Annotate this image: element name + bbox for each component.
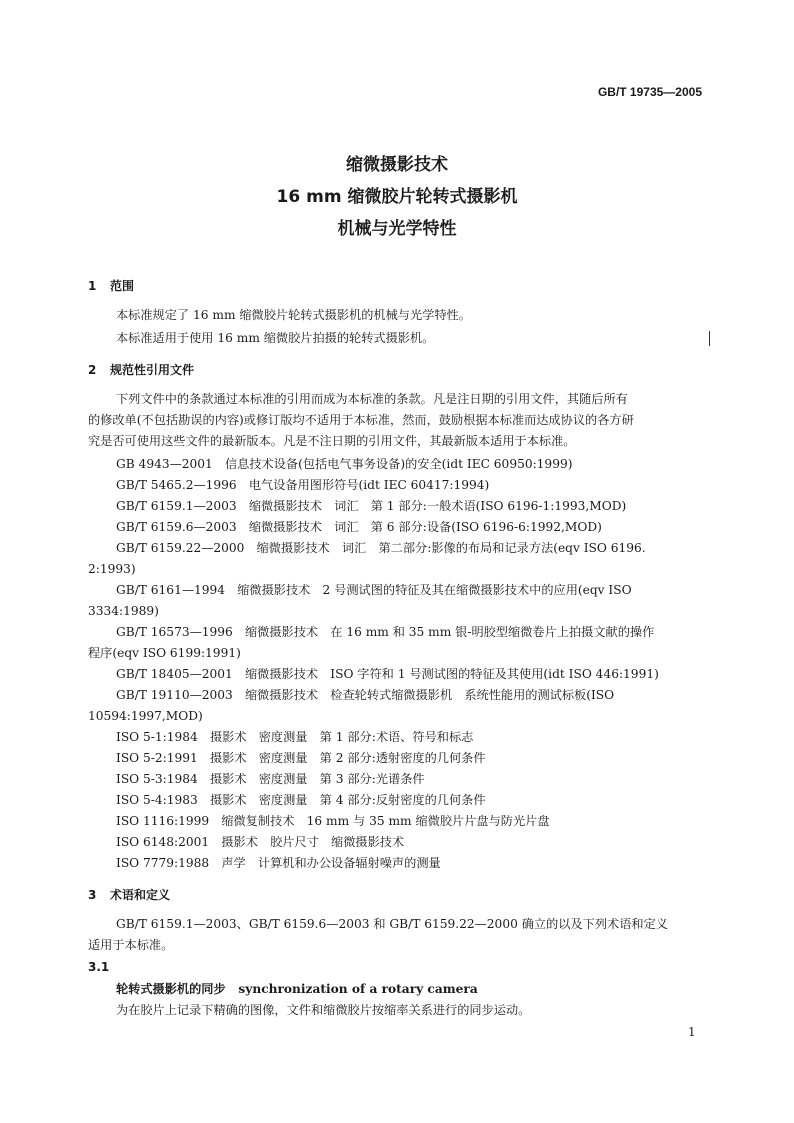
title-line-1: 缩微摄影技术: [346, 155, 448, 175]
section-2-heading: [88, 361, 194, 378]
term-heading: [116, 980, 478, 997]
section-title: 术语和定义: [110, 888, 171, 902]
terms-intro-line: 适用于本标准。: [88, 938, 174, 952]
scope-paragraph-1: 本标准规定了 16 mm 缩微胶片轮转式摄影机的机械与光学特性。: [116, 308, 471, 322]
title-line-3: 机械与光学特性: [337, 219, 457, 239]
change-bar: [709, 331, 710, 346]
terms-intro-line: GB/T 6159.1—2003、GB/T 6159.6—2003 和 GB/T 6159.22—2000 确立的以及下列术语和定义: [116, 917, 668, 931]
normative-intro-line: 下列文件中的条款通过本标准的引用而成为本标准的条款。凡是注日期的引用文件，其随后所有: [116, 392, 628, 406]
reference-item: ISO 1116:1999 缩微复制技术 16 mm 与 35 mm 缩微胶片片盘与防光片盘: [116, 814, 550, 828]
reference-item: GB/T 6159.6—2003 缩微摄影技术 词汇 第 6 部分:设备(ISO 6196-6:1992,MOD): [116, 520, 602, 534]
scope-paragraph-2: 本标准适用于使用 16 mm 缩微胶片拍摄的轮转式摄影机。: [116, 331, 435, 345]
reference-item: ISO 7779:1988 声学 计算机和办公设备辐射噪声的测量: [116, 856, 441, 870]
term-chinese: 轮转式摄影机的同步: [116, 982, 226, 996]
reference-item: GB/T 18405—2001 缩微摄影技术 ISO 字符和 1 号测试图的特征及其使用(idt ISO 446:1991): [116, 667, 659, 681]
reference-item: GB/T 6159.1—2003 缩微摄影技术 词汇 第 1 部分:一般术语(ISO 6196-1:1993,MOD): [116, 499, 627, 513]
normative-intro-line: 的修改单(不包括勘误的内容)或修订版均不适用于本标准，然而，鼓励根据本标准而达成协议的各方研: [88, 413, 634, 427]
reference-item-continued: 10594:1997,MOD): [88, 709, 203, 723]
reference-item: ISO 5-2:1991 摄影术 密度测量 第 2 部分:透射密度的几何条件: [116, 751, 486, 765]
section-title: 规范性引用文件: [110, 363, 195, 377]
reference-item: GB/T 16573—1996 缩微摄影技术 在 16 mm 和 35 mm 银-明胶型缩微卷片上拍摄文献的操作: [116, 625, 655, 639]
term-english: synchronization of a rotary camera: [238, 982, 478, 996]
reference-item: GB/T 5465.2—1996 电气设备用图形符号(idt IEC 60417:1994): [116, 478, 490, 492]
reference-item: GB 4943—2001 信息技术设备(包括电气事务设备)的安全(idt IEC 60950:1999): [116, 457, 573, 471]
section-number: 1: [88, 279, 97, 293]
reference-item: GB/T 6159.22—2000 缩微摄影技术 词汇 第二部分:影像的布局和记录方法(eqv ISO 6196.: [116, 541, 646, 555]
reference-item: ISO 5-1:1984 摄影术 密度测量 第 1 部分:术语、符号和标志: [116, 730, 474, 744]
reference-item-continued: 3334:1989): [88, 604, 159, 618]
section-number: 2: [88, 363, 97, 377]
term-definition: 为在胶片上记录下精确的图像，文件和缩微胶片按缩率关系进行的同步运动。: [116, 1003, 531, 1017]
reference-item: ISO 5-4:1983 摄影术 密度测量 第 4 部分:反射密度的几何条件: [116, 793, 486, 807]
subclause-number: 3.1: [88, 960, 110, 974]
normative-intro-line: 究是否可使用这些文件的最新版本。凡是不注日期的引用文件，其最新版本适用于本标准。: [88, 434, 576, 448]
reference-item: GB/T 6161—1994 缩微摄影技术 2 号测试图的特征及其在缩微摄影技术中的应用(eqv ISO: [116, 583, 632, 597]
reference-item: ISO 6148:2001 摄影术 胶片尺寸 缩微摄影技术: [116, 835, 405, 849]
standard-code: GB/T 19735—2005: [597, 85, 702, 99]
section-number: 3: [88, 888, 97, 902]
section-3-heading: [88, 886, 170, 903]
section-title: 范围: [110, 279, 135, 293]
reference-item: ISO 5-3:1984 摄影术 密度测量 第 3 部分:光谱条件: [116, 772, 425, 786]
section-1-heading: [88, 277, 134, 294]
page-number: 1: [688, 1025, 696, 1039]
reference-item-continued: 程序(eqv ISO 6199:1991): [88, 646, 241, 660]
reference-item: GB/T 19110—2003 缩微摄影技术 检查轮转式缩微摄影机 系统性能用的测试标板(ISO: [116, 688, 615, 702]
reference-item-continued: 2:1993): [88, 562, 136, 576]
title-line-2: 16 mm 缩微胶片轮转式摄影机: [276, 187, 518, 207]
